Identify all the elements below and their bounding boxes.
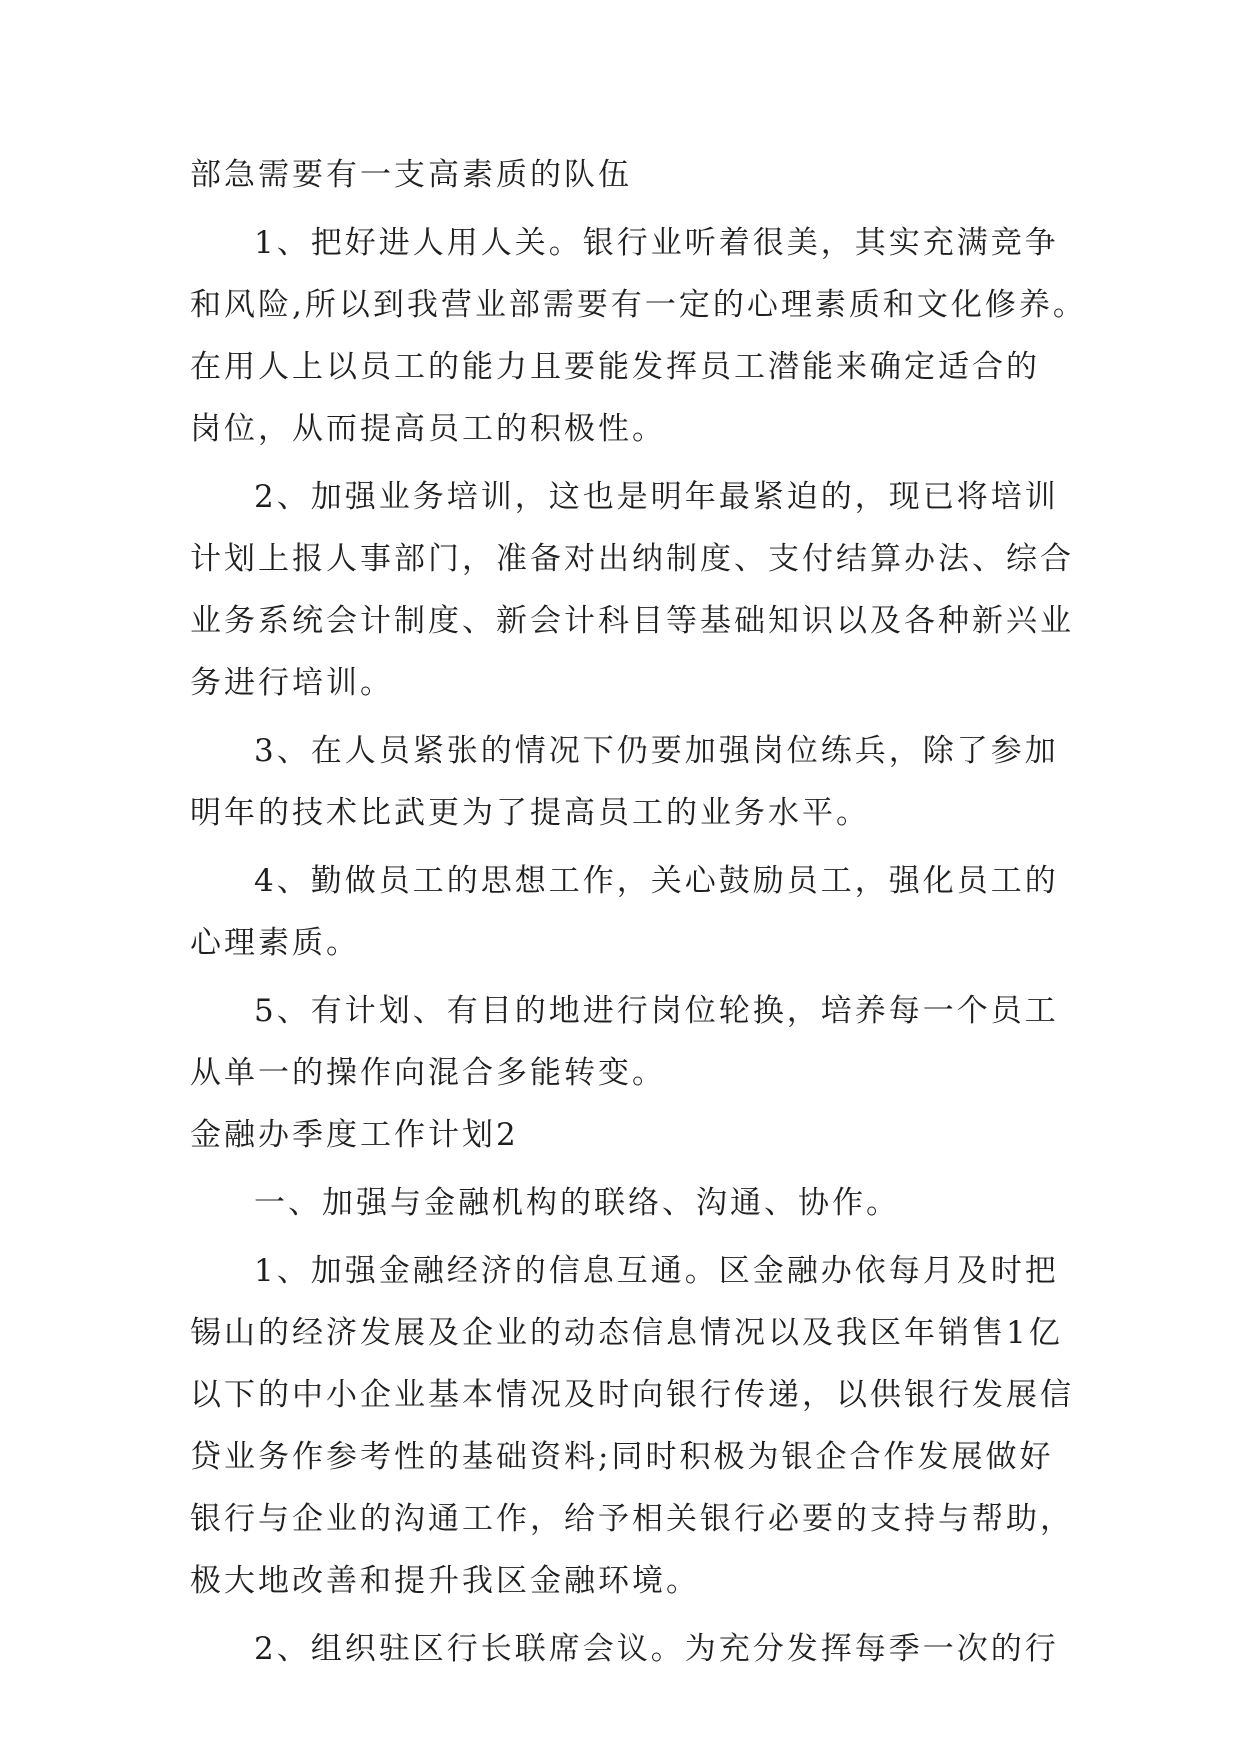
subsection-heading: 一、加强与金融机构的联络、沟通、协作。 xyxy=(254,1185,900,1221)
text-line: 在用人上以员工的能力且要能发挥员工潜能来确定适合的 xyxy=(190,349,1040,385)
text-line: 岗位，从而提高员工的积极性。 xyxy=(190,411,666,447)
text-line: 从单一的操作向混合多能转变。 xyxy=(190,1055,666,1091)
paragraph-start-line: 4、勤做员工的思想工作，关心鼓励员工，强化员工的 xyxy=(254,863,1059,899)
paragraph-start-line: 1、加强金融经济的信息互通。区金融办依每月及时把 xyxy=(254,1253,1059,1289)
paragraph-start-line: 3、在人员紧张的情况下仍要加强岗位练兵，除了参加 xyxy=(254,733,1059,769)
text-line: 银行与企业的沟通工作，给予相关银行必要的支持与帮助， xyxy=(190,1501,1074,1537)
text-line: 锡山的经济发展及企业的动态信息情况以及我区年销售1亿 xyxy=(190,1315,1063,1351)
paragraph-start-line: 5、有计划、有目的地进行岗位轮换，培养每一个员工 xyxy=(254,993,1059,1029)
paragraph-start-line: 2、加强业务培训，这也是明年最紧迫的，现已将培训 xyxy=(254,479,1059,515)
text-line: 以下的中小企业基本情况及时向银行传递，以供银行发展信 xyxy=(190,1377,1074,1413)
paragraph-start-line: 2、组织驻区行长联席会议。为充分发挥每季一次的行 xyxy=(254,1631,1059,1667)
text-line: 和风险,所以到我营业部需要有一定的心理素质和文化修养。 xyxy=(190,287,1087,323)
section-heading: 金融办季度工作计划2 xyxy=(190,1117,519,1153)
text-line: 极大地改善和提升我区金融环境。 xyxy=(190,1563,700,1599)
paragraph-start-line: 1、把好进人用人关。银行业听着很美，其实充满竞争 xyxy=(254,225,1059,261)
text-line: 心理素质。 xyxy=(190,925,360,961)
text-line: 部急需要有一支高素质的队伍 xyxy=(190,157,632,193)
text-line: 业务系统会计制度、新会计科目等基础知识以及各种新兴业 xyxy=(190,603,1074,639)
text-line: 贷业务作参考性的基础资料;同时积极为银企合作发展做好 xyxy=(190,1439,1054,1475)
text-line: 务进行培训。 xyxy=(190,665,394,701)
text-line: 计划上报人事部门，准备对出纳制度、支付结算办法、综合 xyxy=(190,541,1074,577)
text-line: 明年的技术比武更为了提高员工的业务水平。 xyxy=(190,795,870,831)
